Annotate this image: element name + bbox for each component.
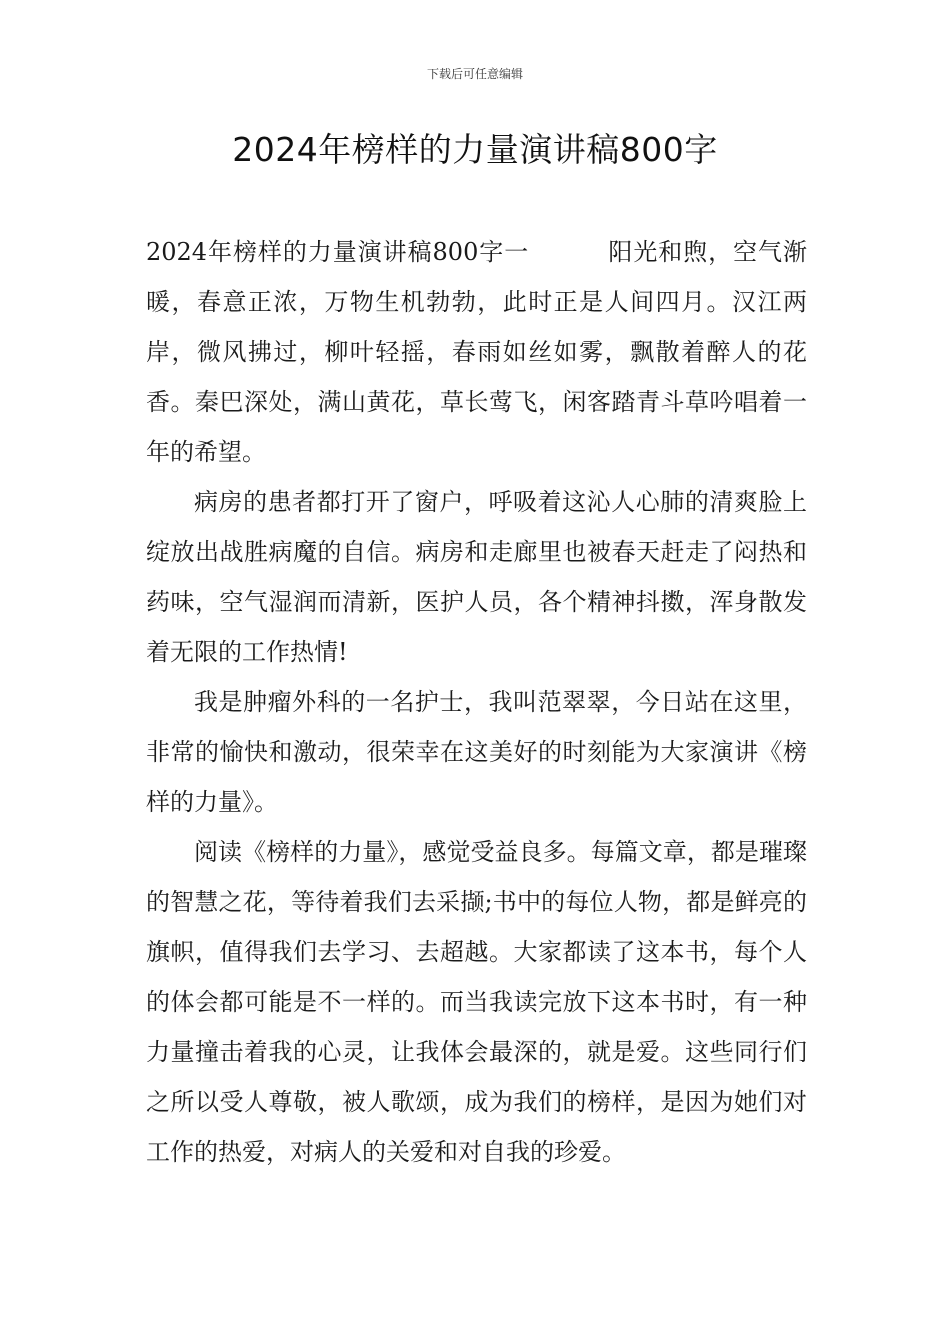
- paragraph-1-text: 阳光和煦，空气渐暖，春意正浓，万物生机勃勃，此时正是人间四月。汉江两岸，微风拂过，柳叶轻摇，春雨如丝如雾，飘散着醉人的花香。秦巴深处，满山黄花，草长莺飞，闲客踏青斗草吟唱着一年的希望。: [146, 238, 807, 466]
- document-body: [146, 227, 807, 1177]
- paragraph-1: [146, 227, 807, 477]
- header-note: 下载后可任意编辑: [426, 67, 523, 81]
- paragraph-2: 病房的患者都打开了窗户，呼吸着这沁人心肺的清爽脸上绽放出战胜病魔的自信。病房和走廊里也被春天赶走了闷热和药味，空气湿润而清新，医护人员，各个精神抖擞，浑身散发着无限的工作热情!: [146, 488, 807, 666]
- inline-title: 2024年榜样的力量演讲稿800字一: [146, 238, 530, 266]
- document-title: 2024年榜样的力量演讲稿800字: [232, 130, 718, 169]
- paragraph-3: 我是肿瘤外科的一名护士，我叫范翠翠，今日站在这里，非常的愉快和激动，很荣幸在这美好的时刻能为大家演讲《榜样的力量》。: [146, 688, 807, 816]
- paragraph-4: 阅读《榜样的力量》，感觉受益良多。每篇文章，都是璀璨的智慧之花，等待着我们去采撷;书中的每位人物，都是鲜亮的旗帜，值得我们去学习、去超越。大家都读了这本书，每个人的体会都可能是不一样的。而当我读完放下这本书时，有一种力量撞击着我的心灵，让我体会最深的，就是爱。这些同行们之所以受人尊敬，被人歌颂，成为我们的榜样，是因为她们对工作的热爱，对病人的关爱和对自我的珍爱。: [146, 838, 807, 1166]
